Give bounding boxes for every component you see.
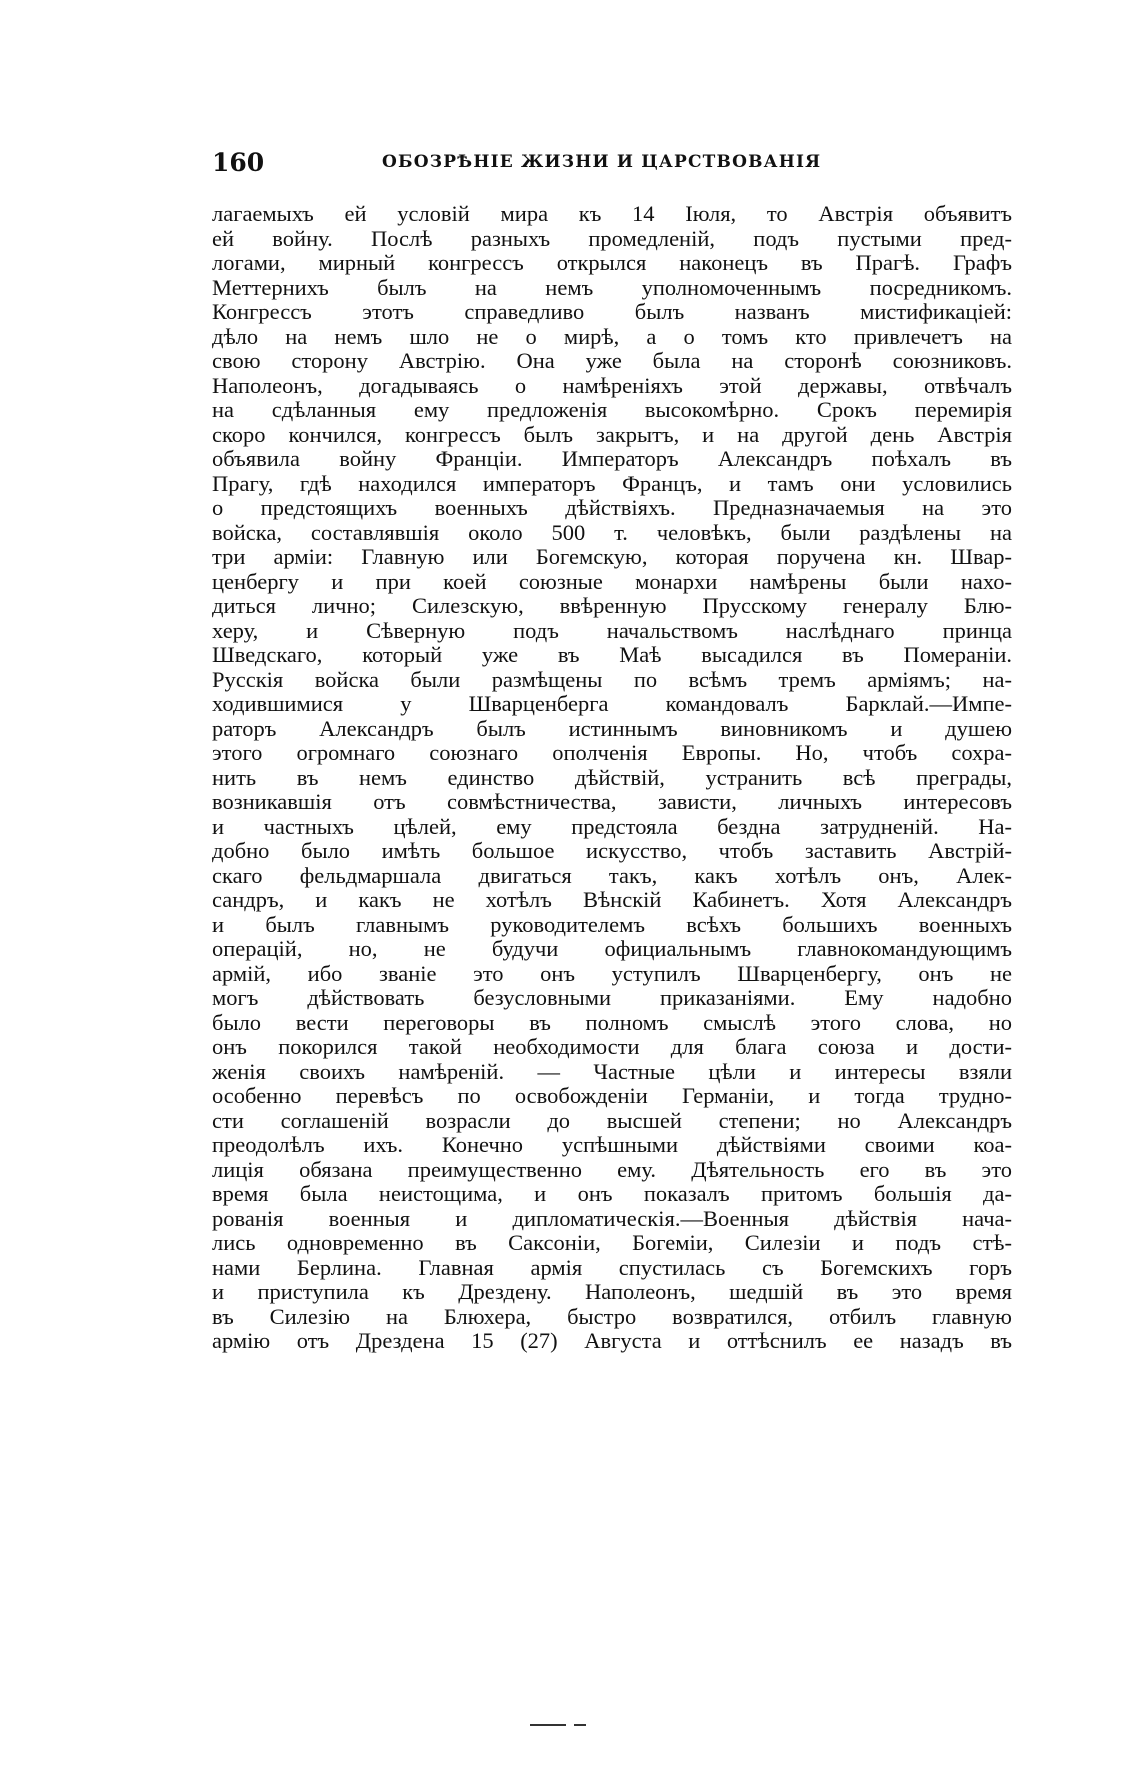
text-line: нить въ немъ единство дѣйствій, устранить всѣ преграды, (212, 765, 1012, 790)
text-line: сандръ, и какъ не хотѣлъ Вѣнскій Кабинетъ. Хотя Александръ (212, 888, 1012, 912)
text-line: скоро кончился, конгрессъ былъ закрытъ, и на другой день Австрія (212, 422, 1012, 447)
text-line: въ Силезію на Блюхера, быстро возвратился, отбилъ главную (212, 1304, 1012, 1329)
footer-rule (530, 1724, 566, 1726)
text-line: Конгрессъ этотъ справедливо былъ названъ мистификаціей: (212, 300, 1012, 324)
text-line: сти соглашеній возрасли до высшей степени; но Александръ (212, 1108, 1012, 1133)
text-line: Прагу, гдѣ находился императоръ Францъ, и тамъ они условились (212, 471, 1012, 496)
text-line: о предстоящихъ военныхъ дѣйствіяхъ. Предназначаемыя на это (212, 496, 1012, 520)
text-line: нами Берлина. Главная армія спустилась съ Богемскихъ горъ (212, 1255, 1012, 1280)
text-line: онъ покорился такой необходимости для блага союза и дости- (212, 1035, 1012, 1059)
text-line: херу, и Сѣверную подъ начальствомъ наслѣднаго принца (212, 618, 1012, 643)
text-line: войска, составлявшія около 500 т. человѣкъ, были раздѣлены на (212, 520, 1012, 545)
running-head (212, 148, 1012, 178)
text-line: возникавшія отъ совмѣстничества, зависти, личныхъ интересовъ (212, 790, 1012, 814)
footer-rule-short (574, 1724, 586, 1726)
text-line: ходившимися у Шварценберга командовалъ Барклай.—Импе- (212, 692, 1012, 716)
text-line: этого огромнаго союзнаго ополченія Европы. Но, чтобъ сохра- (212, 741, 1012, 765)
text-line: логами, мирный конгрессъ открылся наконецъ въ Прагѣ. Графъ (212, 251, 1012, 275)
running-title: ОБОЗРѢНІЕ ЖИЗНИ И ЦАРСТВОВАНІЯ (382, 152, 822, 172)
text-line: скаго фельдмаршала двигаться такъ, какъ хотѣлъ онъ, Алек- (212, 863, 1012, 888)
text-line: особенно перевѣсъ по освобожденіи Германіи, и тогда трудно- (212, 1084, 1012, 1108)
text-line: раторъ Александръ былъ истиннымъ виновникомъ и душею (212, 716, 1012, 741)
text-line: свою сторону Австрію. Она уже была на сторонѣ союзниковъ. (212, 349, 1012, 373)
text-line: лись одновременно въ Саксоніи, Богеміи, Силезіи и подъ стѣ- (212, 1231, 1012, 1255)
text-line: объявила войну Франціи. Императоръ Александръ поѣхалъ въ (212, 447, 1012, 471)
text-line: ценбергу и при коей союзные монархи намѣрены были нахо- (212, 569, 1012, 594)
page-number: 160 (212, 148, 265, 177)
text-line: рованія военныя и дипломатическія.—Военныя дѣйствія нача- (212, 1206, 1012, 1231)
text-line: лагаемыхъ ей условій мира къ 14 Іюля, то Австрія объявитъ (212, 202, 1012, 226)
text-line: и приступила къ Дрездену. Наполеонъ, шедшій въ это время (212, 1280, 1012, 1304)
text-line: на сдѣланныя ему предложенія высокомѣрно. Срокъ перемирія (212, 398, 1012, 422)
text-line: добно было имѣть большое искусство, чтобъ заставить Австрій- (212, 839, 1012, 863)
text-line: армій, ибо званіе это онъ уступилъ Шварценбергу, онъ не (212, 961, 1012, 986)
text-line: было вести переговоры въ полномъ смыслѣ этого слова, но (212, 1010, 1012, 1035)
text-line: армію отъ Дрездена 15 (27) Августа и оттѣснилъ ее назадъ въ (212, 1329, 1012, 1353)
text-line: время была неистощима, и онъ показалъ притомъ большія да- (212, 1182, 1012, 1206)
text-line: лиція обязана преимущественно ему. Дѣятельность его въ это (212, 1157, 1012, 1182)
text-line: Русскія войска были размѣщены по всѣмъ тремъ арміямъ; на- (212, 667, 1012, 692)
text-line: ей войну. Послѣ разныхъ промедленій, подъ пустыми пред- (212, 226, 1012, 251)
text-line: могъ дѣйствовать безусловными приказаніями. Ему надобно (212, 986, 1012, 1010)
text-line: три арміи: Главную или Богемскую, которая поручена кн. Швар- (212, 545, 1012, 569)
text-line: диться лично; Силезскую, ввѣренную Прусскому генералу Блю- (212, 594, 1012, 618)
body-text (212, 202, 1012, 1354)
text-line: Наполеонъ, догадываясь о намѣреніяхъ этой державы, отвѣчалъ (212, 373, 1012, 398)
text-line: и былъ главнымъ руководителемъ всѣхъ большихъ военныхъ (212, 912, 1012, 937)
text-line: Шведскаго, который уже въ Маѣ высадился въ Помераніи. (212, 643, 1012, 667)
text-line: дѣло на немъ шло не о мирѣ, а о томъ кто привлечетъ на (212, 324, 1012, 349)
text-line: операцій, но, не будучи официальнымъ главнокомандующимъ (212, 937, 1012, 961)
text-line: преодолѣлъ ихъ. Конечно успѣшными дѣйствіями своими коа- (212, 1133, 1012, 1157)
text-line: и частныхъ цѣлей, ему предстояла бездна затрудненій. На- (212, 814, 1012, 839)
text-line: женія своихъ намѣреній. — Частные цѣли и интересы взяли (212, 1059, 1012, 1084)
text-line: Меттернихъ былъ на немъ уполномоченнымъ посредникомъ. (212, 275, 1012, 300)
